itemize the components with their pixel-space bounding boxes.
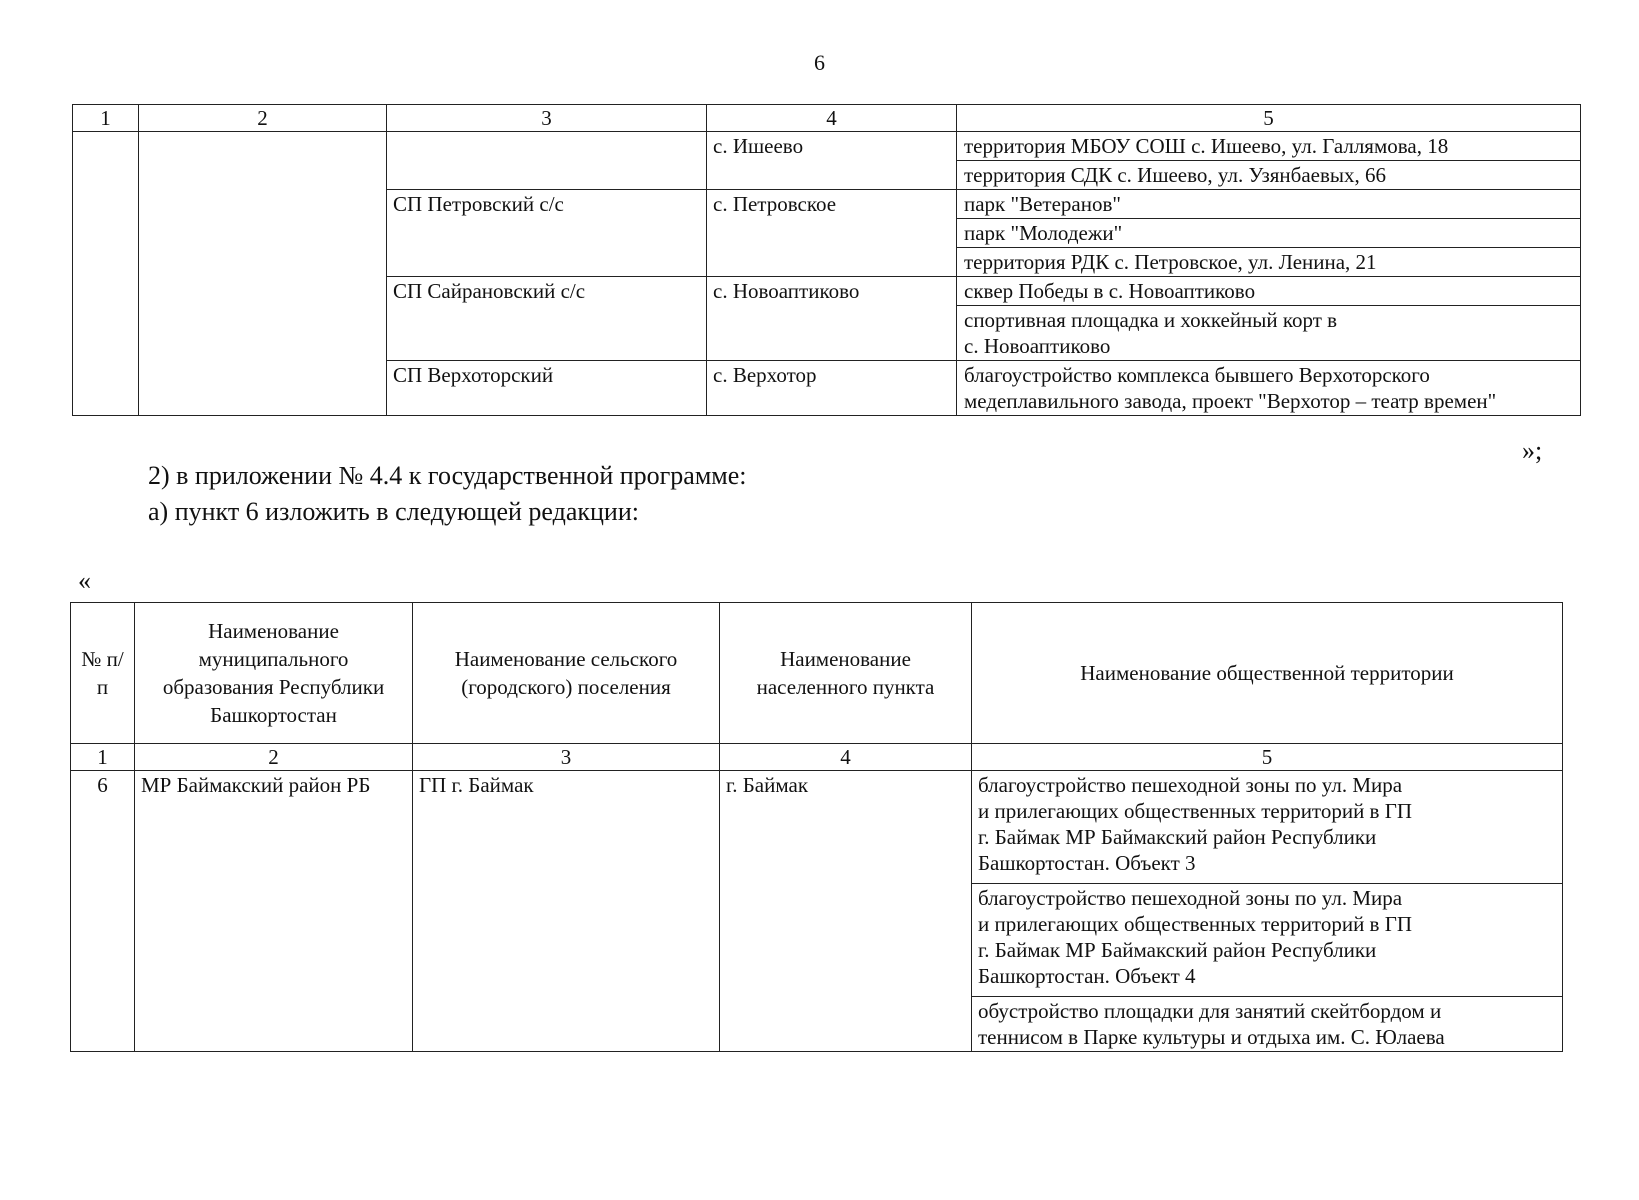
header-number: № п/п bbox=[71, 603, 135, 744]
column-number: 2 bbox=[139, 105, 387, 132]
header-locality: Наименование населенного пункта bbox=[720, 603, 972, 744]
settlement-cell bbox=[387, 132, 707, 190]
locality-cell: с. Верхотор bbox=[707, 361, 957, 416]
empty-municipality-cell bbox=[139, 132, 387, 416]
settlement-cell: СП Сайрановский с/с bbox=[387, 277, 707, 361]
column-number: 3 bbox=[387, 105, 707, 132]
header-row bbox=[71, 603, 1563, 744]
locality-cell: с. Новоаптиково bbox=[707, 277, 957, 361]
amendment-paragraph: 2) в приложении № 4.4 к государственной программе: bbox=[148, 461, 747, 490]
column-number: 2 bbox=[135, 744, 413, 771]
territory-cell: территория РДК с. Петровское, ул. Ленина, 21 bbox=[957, 248, 1581, 277]
opening-quote: « bbox=[78, 566, 91, 595]
territory-cell: сквер Победы в с. Новоаптиково bbox=[957, 277, 1581, 306]
table-row bbox=[73, 132, 1581, 161]
column-number: 5 bbox=[972, 744, 1563, 771]
territory-cell: территория МБОУ СОШ с. Ишеево, ул. Галлямова, 18 bbox=[957, 132, 1581, 161]
territory-cell: благоустройство пешеходной зоны по ул. Мира и прилегающих общественных территорий в ГП г. Баймак МР Баймакский район Республики Башкортостан. Объект 3 bbox=[972, 771, 1563, 884]
column-number: 4 bbox=[720, 744, 972, 771]
empty-number-cell bbox=[73, 132, 139, 416]
settlement-cell: СП Верхоторский bbox=[387, 361, 707, 416]
header-municipality: Наименование муниципального образования Республики Башкортостан bbox=[135, 603, 413, 744]
row-number-cell: 6 bbox=[71, 771, 135, 1052]
amended-table bbox=[70, 602, 1563, 1052]
municipality-cell: МР Баймакский район РБ bbox=[135, 771, 413, 1052]
territory-cell: благоустройство комплекса бывшего Верхоторского медеплавильного завода, проект "Верхотор – театр времен" bbox=[957, 361, 1581, 416]
territory-cell: парк "Ветеранов" bbox=[957, 190, 1581, 219]
amendment-subparagraph: а) пункт 6 изложить в следующей редакции: bbox=[148, 497, 639, 526]
header-settlement: Наименование сельского (городского) поселения bbox=[413, 603, 720, 744]
territory-cell: благоустройство пешеходной зоны по ул. Мира и прилегающих общественных территорий в ГП г. Баймак МР Баймакский район Республики Башкортостан. Объект 4 bbox=[972, 884, 1563, 997]
column-number: 5 bbox=[957, 105, 1581, 132]
column-number: 4 bbox=[707, 105, 957, 132]
locality-cell: с. Петровское bbox=[707, 190, 957, 277]
locality-cell: с. Ишеево bbox=[707, 132, 957, 190]
table-row bbox=[71, 771, 1563, 884]
settlement-cell: СП Петровский с/с bbox=[387, 190, 707, 277]
continuation-table bbox=[72, 104, 1581, 416]
settlement-cell: ГП г. Баймак bbox=[413, 771, 720, 1052]
territory-cell: обустройство площадки для занятий скейтбордом и теннисом в Парке культуры и отдыха им. С. Юлаева bbox=[972, 997, 1563, 1052]
header-territory: Наименование общественной территории bbox=[972, 603, 1563, 744]
column-number: 3 bbox=[413, 744, 720, 771]
closing-quote: »; bbox=[1522, 436, 1543, 465]
territory-cell: парк "Молодежи" bbox=[957, 219, 1581, 248]
column-number-row bbox=[71, 744, 1563, 771]
column-number: 1 bbox=[73, 105, 139, 132]
territory-cell: территория СДК с. Ишеево, ул. Узянбаевых, 66 bbox=[957, 161, 1581, 190]
column-number-row bbox=[73, 105, 1581, 132]
territory-cell: спортивная площадка и хоккейный корт в с. Новоаптиково bbox=[957, 306, 1581, 361]
locality-cell: г. Баймак bbox=[720, 771, 972, 1052]
page-number: 6 bbox=[814, 50, 825, 75]
column-number: 1 bbox=[71, 744, 135, 771]
